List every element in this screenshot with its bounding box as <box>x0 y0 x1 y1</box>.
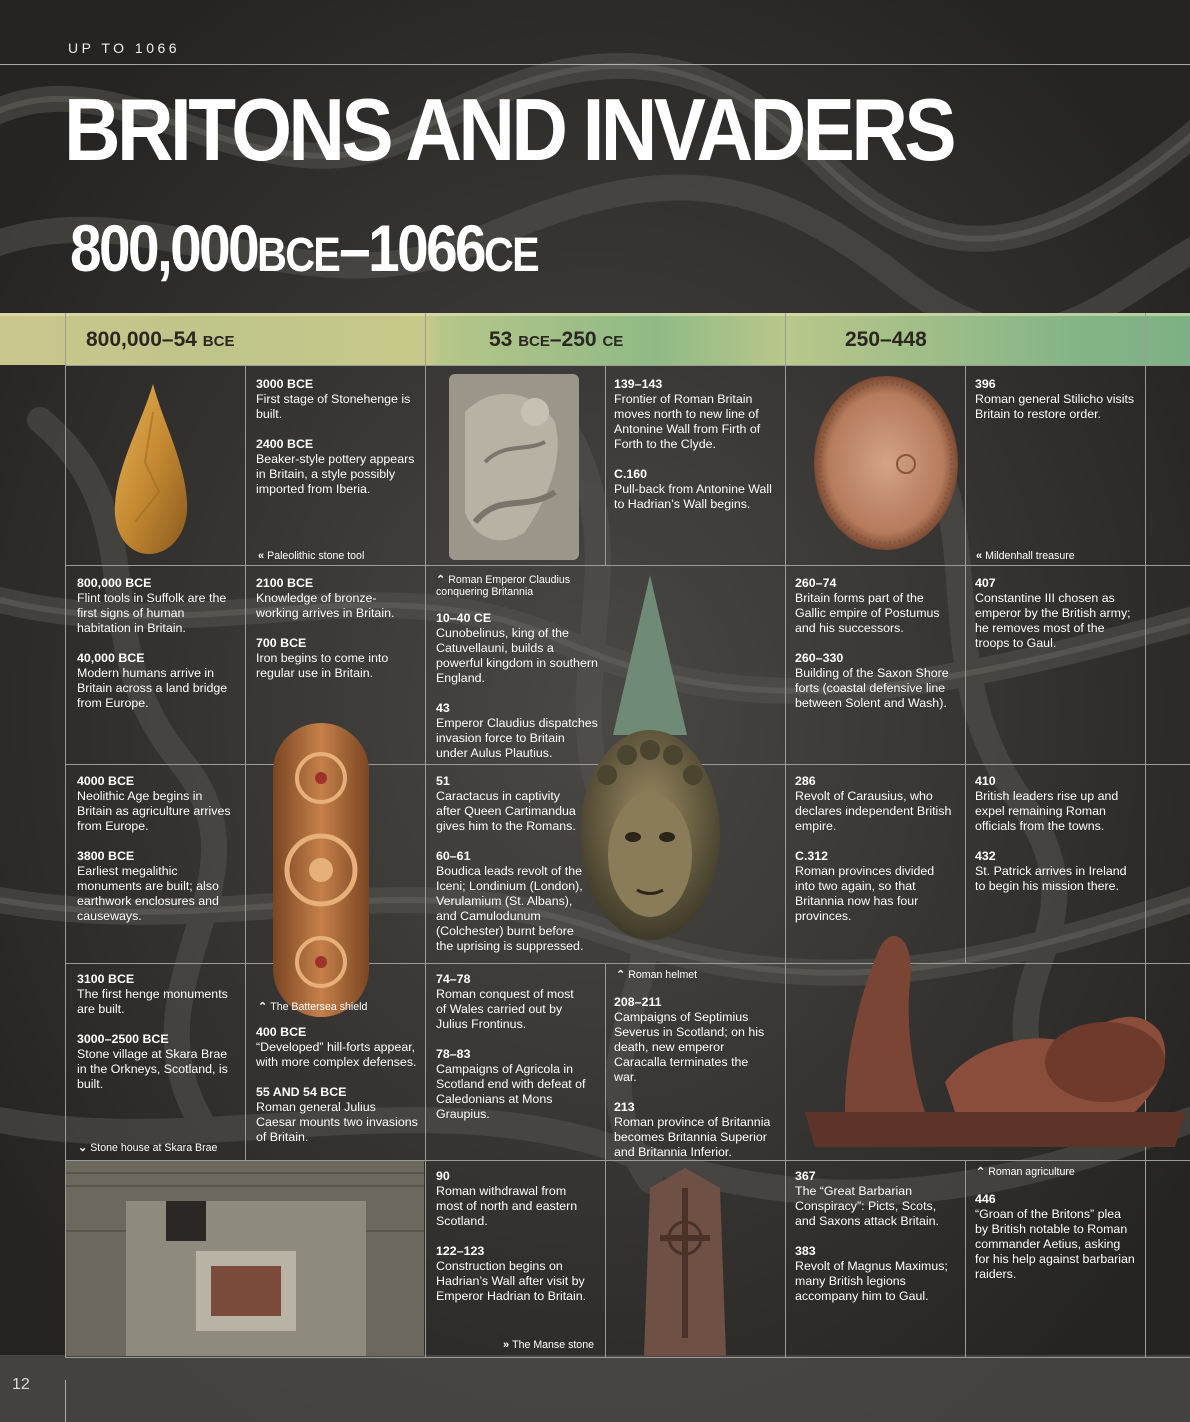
chevron-up-icon: ⌃ <box>436 574 446 586</box>
chevron-up-icon: ⌃ <box>976 1166 986 1178</box>
entry-text: Building of the Saxon Shore forts (coastal defensive line between Solent and Wash). <box>795 666 949 710</box>
caption-manse-stone-text: The Manse stone <box>512 1339 594 1351</box>
entry-text: Modern humans arrive in Britain across a land bridge from Europe. <box>77 666 228 710</box>
timeline-cell <box>975 774 1135 909</box>
timeline-cell <box>77 972 237 1107</box>
grid-line <box>605 365 606 565</box>
page-number-divider <box>65 1380 66 1422</box>
entry-date: 2400 BCE <box>256 437 314 451</box>
chevron-left-icon: « <box>976 550 983 562</box>
entry-text: Knowledge of bronze-working arrives in Britain. <box>256 591 395 620</box>
timeline-entry <box>256 377 416 422</box>
entry-text: Boudica leads revolt of the Iceni; Londinium (London), Verulamium (St. Albans), and Camulodunum (Colchester) burnt before the uprising is suppressed. <box>436 864 584 953</box>
timeline-cell <box>436 1169 596 1319</box>
entry-date: 260–74 <box>795 576 837 590</box>
stone-tool-image <box>105 382 195 558</box>
entry-text: “Developed” hill-forts appear, with more complex defenses. <box>256 1040 417 1069</box>
entry-text: Construction begins on Hadrian’s Wall after visit by Emperor Hadrian to Britain. <box>436 1259 587 1303</box>
entry-date: 410 <box>975 774 996 788</box>
entry-text: Stone village at Skara Brae in the Orkneys, Scotland, is built. <box>77 1047 228 1091</box>
grid-line <box>785 313 786 1358</box>
timeline-cell <box>975 576 1135 666</box>
entry-text: Roman province of Britannia becomes Britannia Superior and Britannia Inferior. <box>614 1115 771 1159</box>
entry-text: Caractacus in captivity after Queen Cartimandua gives him to the Romans. <box>436 789 576 833</box>
timeline-entry <box>614 1100 774 1160</box>
timeline-cell <box>975 1192 1135 1297</box>
period-label-2 <box>489 328 623 352</box>
entry-date: 446 <box>975 1192 996 1206</box>
entry-text: St. Patrick arrives in Ireland to begin his mission there. <box>975 864 1127 893</box>
timeline-entry <box>256 437 416 497</box>
caption-skara-brae-text: Stone house at Skara Brae <box>90 1142 218 1154</box>
page-number: 12 <box>12 1376 30 1393</box>
caption-skara-brae <box>78 1142 217 1154</box>
entry-date: 213 <box>614 1100 635 1114</box>
subtitle-era-bce: BCE <box>257 229 340 282</box>
caption-roman-agriculture-text: Roman agriculture <box>988 1166 1075 1178</box>
caption-stone-tool <box>258 550 364 562</box>
entry-text: Britain forms part of the Gallic empire of Postumus and his successors. <box>795 591 940 635</box>
skara-brae-image <box>66 1161 424 1356</box>
entry-date: 60–61 <box>436 849 471 863</box>
entry-text: “Groan of the Britons” plea by British notable to Roman commander Aetius, asking for his help against barbarian raiders. <box>975 1207 1135 1281</box>
chevron-up-icon: ⌃ <box>616 969 626 981</box>
subtitle-era-ce: CE <box>484 229 538 282</box>
entry-date: 55 AND 54 BCE <box>256 1085 347 1099</box>
entry-date: 10–40 CE <box>436 611 492 625</box>
entry-date: 139–143 <box>614 377 663 391</box>
period-2-era-b: CE <box>602 333 624 350</box>
entry-date: 286 <box>795 774 816 788</box>
timeline-entry <box>436 1047 586 1122</box>
caption-claudius-text: Roman Emperor Claudius conquering Britannia <box>436 574 571 598</box>
entry-text: Cunobelinus, king of the Catuvellauni, builds a powerful kingdom in southern England. <box>436 626 598 685</box>
entry-date: 4000 BCE <box>77 774 135 788</box>
timeline-entry <box>614 995 774 1085</box>
grid-line <box>65 1357 1190 1358</box>
timeline-cell <box>256 1025 418 1160</box>
grid-line <box>965 365 966 963</box>
entry-text: The “Great Barbarian Conspiracy”: Picts, Scots, and Saxons attack Britain. <box>795 1184 939 1228</box>
entry-date: C.160 <box>614 467 648 481</box>
caption-stone-tool-text: Paleolithic stone tool <box>267 550 365 562</box>
battersea-shield-image <box>270 720 372 1020</box>
timeline-entry <box>795 1244 955 1304</box>
entry-date: 800,000 BCE <box>77 576 152 590</box>
timeline-cell <box>436 972 586 1137</box>
timeline-entry <box>256 1025 418 1070</box>
timeline-entry <box>975 849 1135 894</box>
entry-text: Roman general Stilicho visits Britain to restore order. <box>975 392 1135 421</box>
timeline-entry <box>256 636 416 681</box>
timeline-entry <box>614 377 774 452</box>
timeline-entry <box>436 1244 596 1304</box>
timeline-entry <box>795 576 955 636</box>
timeline-entry <box>975 377 1135 422</box>
claudius-relief-image <box>445 372 585 562</box>
caption-roman-helmet-text: Roman helmet <box>628 969 698 981</box>
entry-date: 396 <box>975 377 996 391</box>
grid-line <box>65 365 1190 366</box>
entry-text: Roman withdrawal from most of north and eastern Scotland. <box>436 1184 578 1228</box>
page-title: BRITONS AND INVADERS <box>64 80 954 179</box>
grid-line <box>245 365 246 1160</box>
timeline-cell <box>77 576 237 726</box>
period-1-years: 800,000–54 <box>86 328 197 351</box>
timeline-cell <box>795 1169 955 1319</box>
chevron-down-icon: ⌄ <box>78 1142 88 1154</box>
timeline-entry <box>77 651 237 711</box>
timeline-cell <box>436 611 598 776</box>
entry-text: Earliest megalithic monuments are built; also earthwork enclosures and causeways. <box>77 864 219 923</box>
period-1-era: BCE <box>202 333 235 350</box>
grid-line <box>1145 313 1146 1358</box>
entry-date: 90 <box>436 1169 450 1183</box>
grid-line <box>425 313 426 1358</box>
timeline-entry <box>77 972 237 1017</box>
caption-claudius <box>436 574 586 598</box>
timeline-entry <box>256 576 416 621</box>
timeline-entry <box>614 467 774 512</box>
timeline-entry <box>975 1192 1135 1282</box>
entry-date: 208–211 <box>614 995 662 1009</box>
chevron-left-icon: « <box>258 550 265 562</box>
caption-mildenhall-text: Mildenhall treasure <box>985 550 1075 562</box>
entry-date: 367 <box>795 1169 816 1183</box>
entry-date: 3100 BCE <box>77 972 135 986</box>
entry-text: Revolt of Magnus Maximus; many British legions accompany him to Gaul. <box>795 1259 948 1303</box>
page-subtitle <box>70 211 538 285</box>
subtitle-start: 800,000 <box>70 211 258 285</box>
timeline-cell <box>614 377 774 527</box>
caption-roman-agriculture <box>976 1166 1075 1178</box>
grid-line <box>65 565 1190 566</box>
timeline-cell <box>436 774 586 969</box>
chevron-right-icon: » <box>503 1339 510 1351</box>
caption-roman-helmet <box>616 969 697 981</box>
entry-text: British leaders rise up and expel remaining Roman officials from the towns. <box>975 789 1119 833</box>
manse-stone-image <box>640 1168 730 1356</box>
period-label-1 <box>86 328 234 352</box>
entry-text: Campaigns of Septimius Severus in Scotland; on his death, new emperor Caracalla terminates the war. <box>614 1010 765 1084</box>
timeline-entry <box>436 774 586 834</box>
entry-date: 3800 BCE <box>77 849 135 863</box>
entry-date: 260–330 <box>795 651 844 665</box>
entry-date: 383 <box>795 1244 816 1258</box>
entry-text: Constantine III chosen as emperor by the British army; he removes most of the troops to Gaul. <box>975 591 1131 650</box>
entry-date: 40,000 BCE <box>77 651 145 665</box>
entry-text: Beaker-style pottery appears in Britain, a style possibly imported from Iberia. <box>256 452 415 496</box>
caption-battersea-text: The Battersea shield <box>270 1001 368 1013</box>
timeline-entry <box>975 576 1135 651</box>
timeline-entry <box>795 651 955 711</box>
chevron-up-icon: ⌃ <box>258 1001 268 1013</box>
period-label-3: 250–448 <box>845 328 927 351</box>
timeline-entry <box>77 774 237 834</box>
mildenhall-dish-image <box>812 374 960 552</box>
timeline-cell <box>256 576 416 696</box>
entry-text: The first henge monuments are built. <box>77 987 228 1016</box>
entry-text: Frontier of Roman Britain moves north to new line of Antonine Wall from Firth of Forth to the Clyde. <box>614 392 761 451</box>
entry-date: 407 <box>975 576 996 590</box>
timeline-entry <box>77 1032 237 1092</box>
entry-text: Campaigns of Agricola in Scotland end with defeat of Caledonians at Mons Graupius. <box>436 1062 586 1121</box>
entry-text: Roman conquest of most of Wales carried out by Julius Frontinus. <box>436 987 574 1031</box>
entry-date: 43 <box>436 701 450 715</box>
header-divider <box>0 64 1190 65</box>
timeline-cell <box>975 377 1135 437</box>
timeline-entry <box>436 1169 596 1229</box>
timeline-entry <box>436 701 598 761</box>
entry-text: Iron begins to come into regular use in Britain. <box>256 651 389 680</box>
entry-date: 3000–2500 BCE <box>77 1032 169 1046</box>
period-2-era-a: BCE <box>518 333 550 350</box>
entry-date: C.312 <box>795 849 829 863</box>
entry-text: Roman general Julius Caesar mounts two invasions of Britain. <box>256 1100 418 1144</box>
timeline-entry <box>975 774 1135 834</box>
entry-date: 2100 BCE <box>256 576 314 590</box>
roman-agriculture-image <box>805 922 1185 1150</box>
entry-date: 74–78 <box>436 972 471 986</box>
timeline-entry <box>795 774 955 834</box>
entry-date: 78–83 <box>436 1047 471 1061</box>
entry-text: Pull-back from Antonine Wall to Hadrian’s Wall begins. <box>614 482 772 511</box>
grid-line <box>965 1160 966 1358</box>
caption-battersea <box>258 1001 367 1013</box>
caption-manse-stone <box>503 1339 594 1351</box>
entry-date: 700 BCE <box>256 636 307 650</box>
entry-date: 400 BCE <box>256 1025 307 1039</box>
caption-mildenhall <box>976 550 1075 562</box>
timeline-entry <box>77 849 237 924</box>
timeline-cell <box>795 576 955 726</box>
entry-text: Emperor Claudius dispatches invasion force to Britain under Aulus Plautius. <box>436 716 598 760</box>
entry-text: Revolt of Carausius, who declares independent British empire. <box>795 789 952 833</box>
timeline-entry <box>256 1085 418 1145</box>
timeline-cell <box>795 774 955 939</box>
timeline-cell <box>256 377 416 512</box>
timeline-entry <box>77 576 237 636</box>
period-2-start: 53 <box>489 328 513 351</box>
timeline-entry <box>436 611 598 686</box>
period-2-end: –250 <box>549 328 597 351</box>
entry-text: Roman provinces divided into two again, so that Britannia now has four provinces. <box>795 864 935 923</box>
section-label: UP TO 1066 <box>68 40 181 56</box>
entry-text: Flint tools in Suffolk are the first signs of human habitation in Britain. <box>77 591 227 635</box>
timeline-entry <box>795 849 955 924</box>
roman-helmet-image <box>577 575 723 950</box>
timeline-cell <box>614 995 774 1175</box>
timeline-entry <box>795 1169 955 1229</box>
timeline-entry <box>436 849 586 954</box>
subtitle-end-year: –1066 <box>339 211 485 285</box>
entry-date: 122–123 <box>436 1244 485 1258</box>
entry-text: First stage of Stonehenge is built. <box>256 392 411 421</box>
entry-text: Neolithic Age begins in Britain as agriculture arrives from Europe. <box>77 789 231 833</box>
entry-date: 432 <box>975 849 996 863</box>
timeline-cell <box>77 774 237 939</box>
entry-date: 51 <box>436 774 450 788</box>
entry-date: 3000 BCE <box>256 377 314 391</box>
timeline-entry <box>436 972 586 1032</box>
